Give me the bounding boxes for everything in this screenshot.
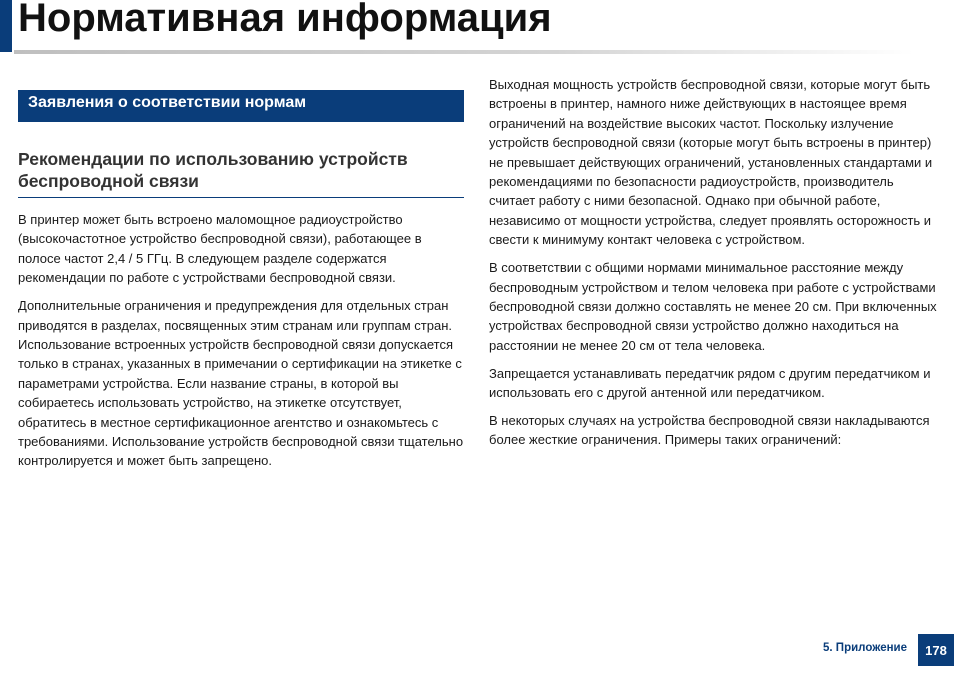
right-column [489,75,937,458]
title-divider [14,50,914,54]
title-accent-bar [0,0,12,52]
paragraph: Дополнительные ограничения и предупреждения для отдельных стран приводятся в разделах, посвященных этим странам или группам стран. Использование встроенных устройств беспроводной связи допускается только в странах, указанных в примечании о сертификации на этикетке с параметрами устройства. Если название страны, в которой вы собираетесь использовать устройство, на этикетке отсутствует, обратитесь в местное сертификационное агентство и ознакомьтесь с требованиями. Использование устройств беспроводной связи тщательно контролируется и может быть запрещено. [18,298,464,469]
subheading: Рекомендации по использованию устройств беспроводной связи [18,149,408,191]
section-header: Заявления о соответствии нормам [18,90,464,122]
paragraph: В соответствии с общими нормами минимальное расстояние между беспроводным устройством и телом человека при работе с устройствами беспроводной связи должно составлять не менее 20 см. При включенных устройствах беспроводной связи устройство должно находиться на расстоянии не менее 20 см от тела человека. [489,260,937,353]
footer-chapter-link[interactable]: 5. Приложение [823,642,907,654]
page-title: Нормативная информация [18,0,552,40]
paragraph: В принтер может быть встроено маломощное радиоустройство (высокочастотное устройство беспроводной связи), работающее в полосе частот 2,4 / 5 ГГц. В следующем разделе содержатся рекомендации по работе с устройствами беспроводной связи. [18,212,422,286]
paragraph: Запрещается устанавливать передатчик рядом с другим передатчиком и использовать его с другой антенной или передатчиком. [489,365,931,401]
paragraph: В некоторых случаях на устройства беспроводной связи накладываются более жесткие ограничения. Примеры таких ограничений: [489,413,930,448]
page-number-badge: 178 [918,634,954,666]
subheading-divider [18,197,464,198]
paragraph: Выходная мощность устройств беспроводной связи, которые могут быть встроены в принтер, намного ниже действующих в настоящее время ограничений на воздействие высоких частот. Поскольку излучение устройств беспроводной связи (которые могут быть встроены в принтер) не превышает действующих ограничений, установленных стандартами и рекомендациями по безопасности радиоустройств, производитель считает работу с ними безопасной. Однако при обычной работе, независимо от мощности устройства, следует проявлять осторожность и свести к минимуму контакт человека с устройством. [489,77,933,248]
left-column [18,210,466,479]
